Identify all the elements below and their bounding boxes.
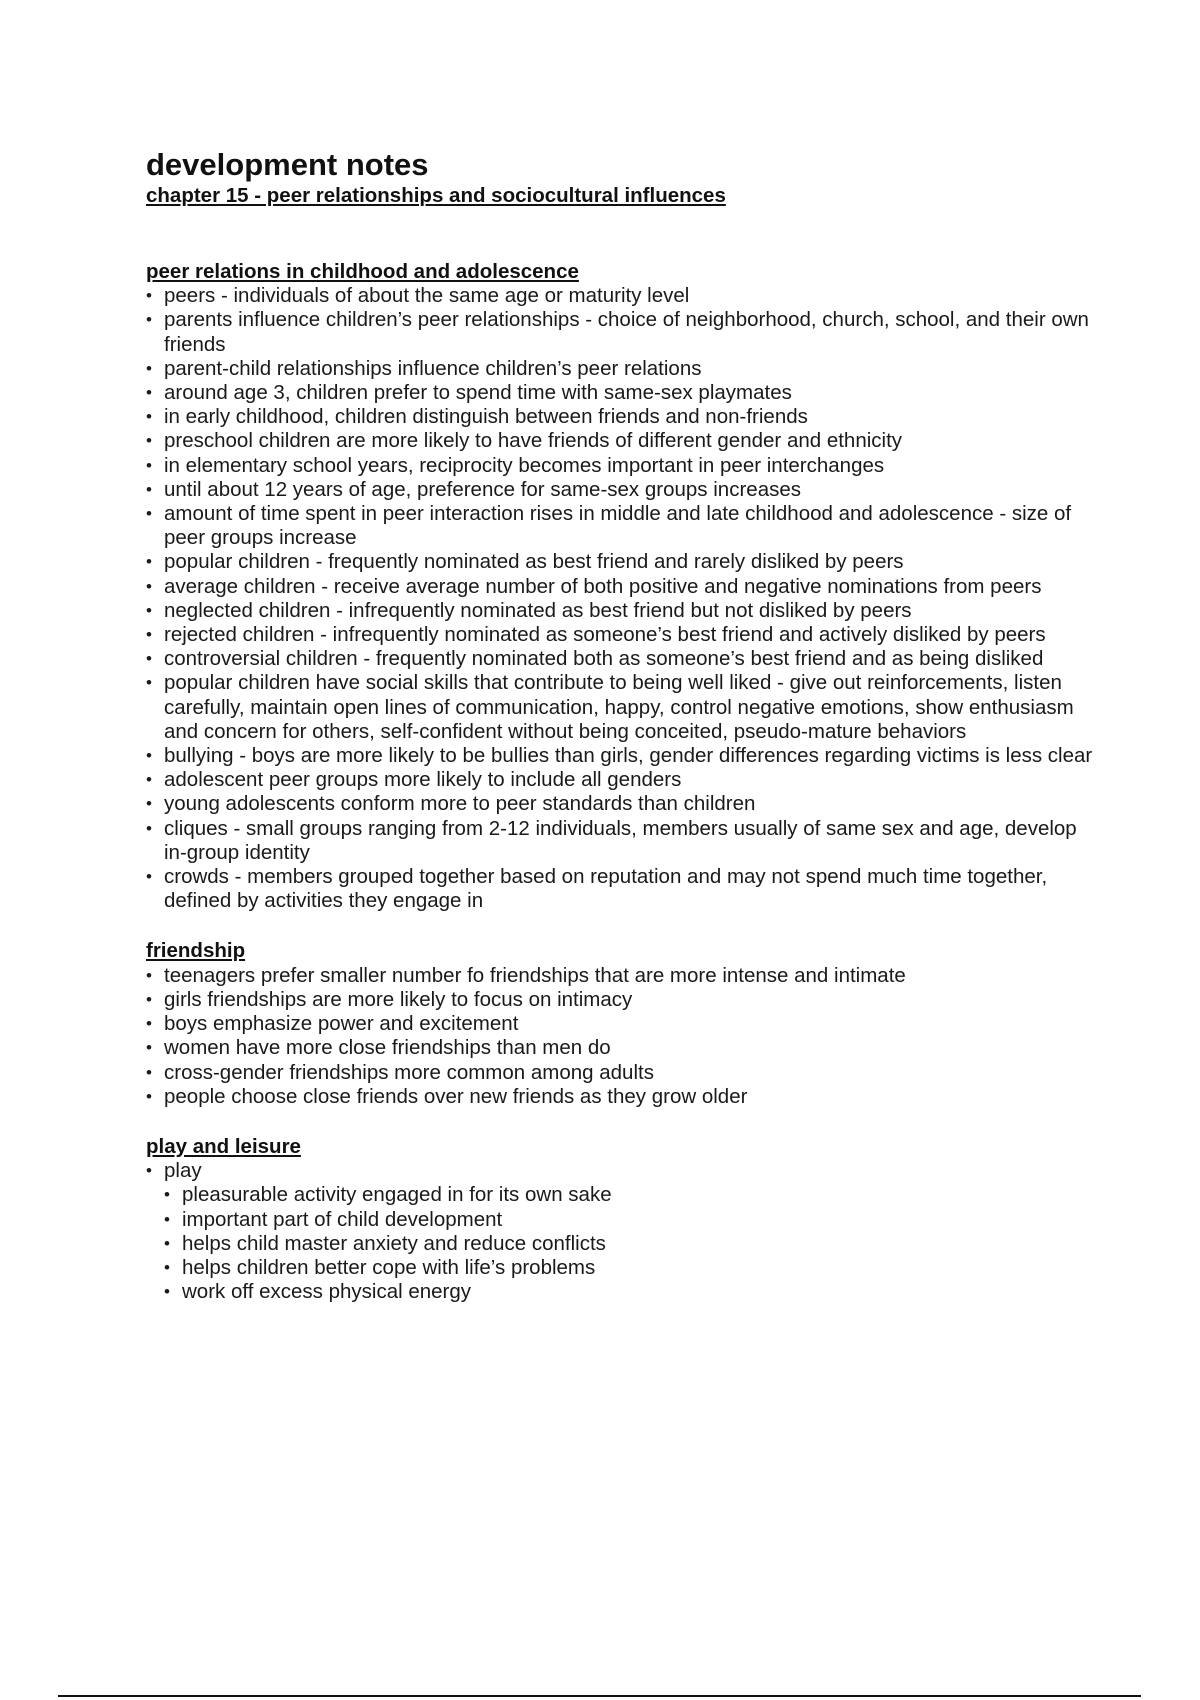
- section-play-and-leisure: [146, 1135, 1096, 1304]
- list-item: • adolescent peer groups more likely to include all genders: [146, 768, 1096, 792]
- section-friendship: [146, 939, 1096, 1108]
- section-peer-relations: [146, 260, 1096, 913]
- bullet-list: [146, 964, 1096, 1109]
- list-item: • cliques - small groups ranging from 2-12 individuals, members usually of same sex and age, develop in-group identity: [146, 817, 1096, 865]
- list-item: • play: [146, 1159, 1096, 1183]
- sub-list-item: • pleasurable activity engaged in for its own sake: [164, 1183, 1096, 1207]
- document-subtitle: chapter 15 - peer relationships and sociocultural influences: [146, 184, 726, 207]
- list-item: • until about 12 years of age, preference for same-sex groups increases: [146, 478, 1096, 502]
- list-item: • popular children have social skills that contribute to being well liked - give out reinforcements, listen carefully, maintain open lines of communication, happy, control negative emotions, show enthusiasm and concern for others, self-confident without being conceited, pseudo-mature behaviors: [146, 671, 1096, 744]
- sub-list-item: • work off excess physical energy: [164, 1280, 1096, 1304]
- list-item: • crowds - members grouped together based on reputation and may not spend much time together, defined by activities they engage in: [146, 865, 1096, 913]
- list-item: • girls friendships are more likely to focus on intimacy: [146, 988, 1096, 1012]
- document-page: [146, 147, 1096, 1304]
- list-item: • cross-gender friendships more common among adults: [146, 1061, 1096, 1085]
- sub-bullet-list: [164, 1183, 1096, 1304]
- list-item: • women have more close friendships than men do: [146, 1036, 1096, 1060]
- list-item: • in early childhood, children distinguish between friends and non-friends: [146, 405, 1096, 429]
- document-title: development notes: [146, 147, 429, 182]
- list-item: • young adolescents conform more to peer standards than children: [146, 792, 1096, 816]
- list-item: • popular children - frequently nominated as best friend and rarely disliked by peers: [146, 550, 1096, 574]
- list-item: • people choose close friends over new friends as they grow older: [146, 1085, 1096, 1109]
- bullet-list: [146, 1159, 1096, 1183]
- list-item: • rejected children - infrequently nominated as someone’s best friend and actively disliked by peers: [146, 623, 1096, 647]
- list-item: • preschool children are more likely to have friends of different gender and ethnicity: [146, 429, 1096, 453]
- sub-list-item: • helps child master anxiety and reduce conflicts: [164, 1232, 1096, 1256]
- list-item: • peers - individuals of about the same age or maturity level: [146, 284, 1096, 308]
- list-item: • teenagers prefer smaller number fo friendships that are more intense and intimate: [146, 964, 1096, 988]
- list-item: • parent-child relationships influence children’s peer relations: [146, 357, 1096, 381]
- section-heading: friendship: [146, 939, 246, 963]
- list-item: • amount of time spent in peer interaction rises in middle and late childhood and adolescence - size of peer groups increase: [146, 502, 1096, 550]
- sub-list-item: • helps children better cope with life’s problems: [164, 1256, 1096, 1280]
- list-item: • in elementary school years, reciprocity becomes important in peer interchanges: [146, 454, 1096, 478]
- section-heading: peer relations in childhood and adolescence: [146, 260, 579, 283]
- list-item: • boys emphasize power and excitement: [146, 1012, 1096, 1036]
- list-item: • controversial children - frequently nominated both as someone’s best friend and as being disliked: [146, 647, 1096, 671]
- section-heading: play and leisure: [146, 1134, 301, 1158]
- list-item: • average children - receive average number of both positive and negative nominations from peers: [146, 575, 1096, 599]
- list-item: • parents influence children’s peer relationships - choice of neighborhood, church, school, and their own friends: [146, 308, 1096, 356]
- bullet-list: [146, 284, 1096, 913]
- sub-list-item: • important part of child development: [164, 1208, 1096, 1232]
- list-item: • around age 3, children prefer to spend time with same-sex playmates: [146, 381, 1096, 405]
- list-item: • neglected children - infrequently nominated as best friend but not disliked by peers: [146, 599, 1096, 623]
- bottom-divider: [58, 1695, 1141, 1697]
- list-item: • bullying - boys are more likely to be bullies than girls, gender differences regarding victims is less clear: [146, 744, 1096, 768]
